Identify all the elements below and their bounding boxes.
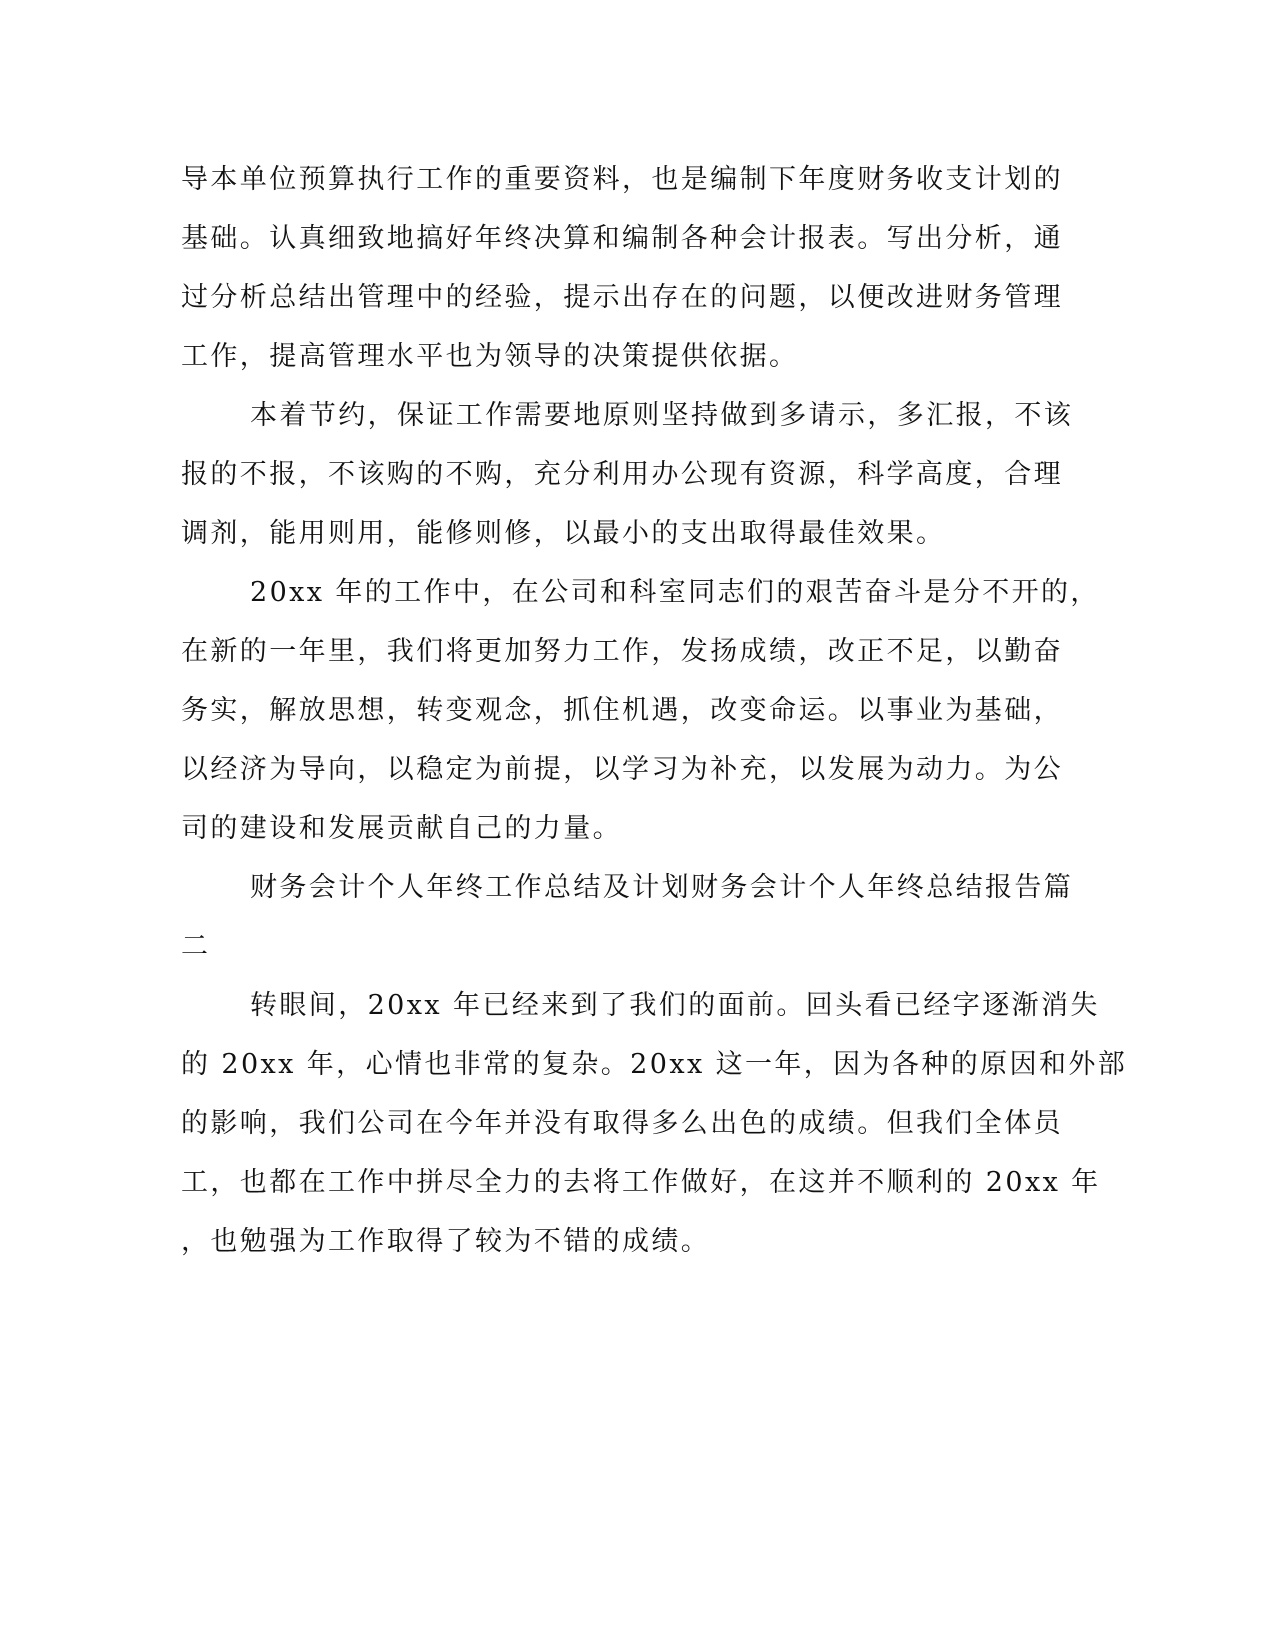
paragraph-first-line: 20xx 年的工作中，在公司和科室同志们的艰苦奋斗是分不开的， [250, 577, 1100, 608]
text-line: 基础。认真细致地搞好年终决算和编制各种会计报表。写出分析，通 [181, 223, 1063, 254]
text-line: 调剂，能用则用，能修则修，以最小的支出取得最佳效果。 [181, 518, 946, 549]
text-line: ，也勉强为工作取得了较为不错的成绩。 [181, 1226, 711, 1257]
text-line: 过分析总结出管理中的经验，提示出存在的问题，以便改进财务管理 [181, 282, 1063, 313]
text-line: 在新的一年里，我们将更加努力工作，发扬成绩，改正不足，以勤奋 [181, 636, 1063, 667]
document-body [181, 150, 1128, 1271]
text-line: 工作，提高管理水平也为领导的决策提供依据。 [181, 341, 799, 372]
text-line: 工，也都在工作中拼尽全力的去将工作做好，在这并不顺利的 20xx 年 [181, 1167, 1101, 1198]
text-line: 导本单位预算执行工作的重要资料，也是编制下年度财务收支计划的 [181, 164, 1063, 195]
paragraph-first-line: 本着节约，保证工作需要地原则坚持做到多请示，多汇报，不该 [250, 400, 1074, 431]
text-line: 的 20xx 年，心情也非常的复杂。20xx 这一年，因为各种的原因和外部 [181, 1049, 1128, 1080]
section-heading-continuation: 二 [181, 931, 211, 962]
paragraph-first-line: 转眼间，20xx 年已经来到了我们的面前。回头看已经字逐渐消失 [250, 990, 1100, 1021]
section-heading: 财务会计个人年终工作总结及计划财务会计个人年终总结报告篇 [250, 872, 1074, 903]
text-line: 务实，解放思想，转变观念，抓住机遇，改变命运。以事业为基础， [181, 695, 1063, 726]
text-line: 司的建设和发展贡献自己的力量。 [181, 813, 622, 844]
text-line: 以经济为导向，以稳定为前提，以学习为补充，以发展为动力。为公 [181, 754, 1063, 785]
text-line: 的影响，我们公司在今年并没有取得多么出色的成绩。但我们全体员 [181, 1108, 1063, 1139]
text-line: 报的不报，不该购的不购，充分利用办公现有资源，科学高度，合理 [181, 459, 1063, 490]
